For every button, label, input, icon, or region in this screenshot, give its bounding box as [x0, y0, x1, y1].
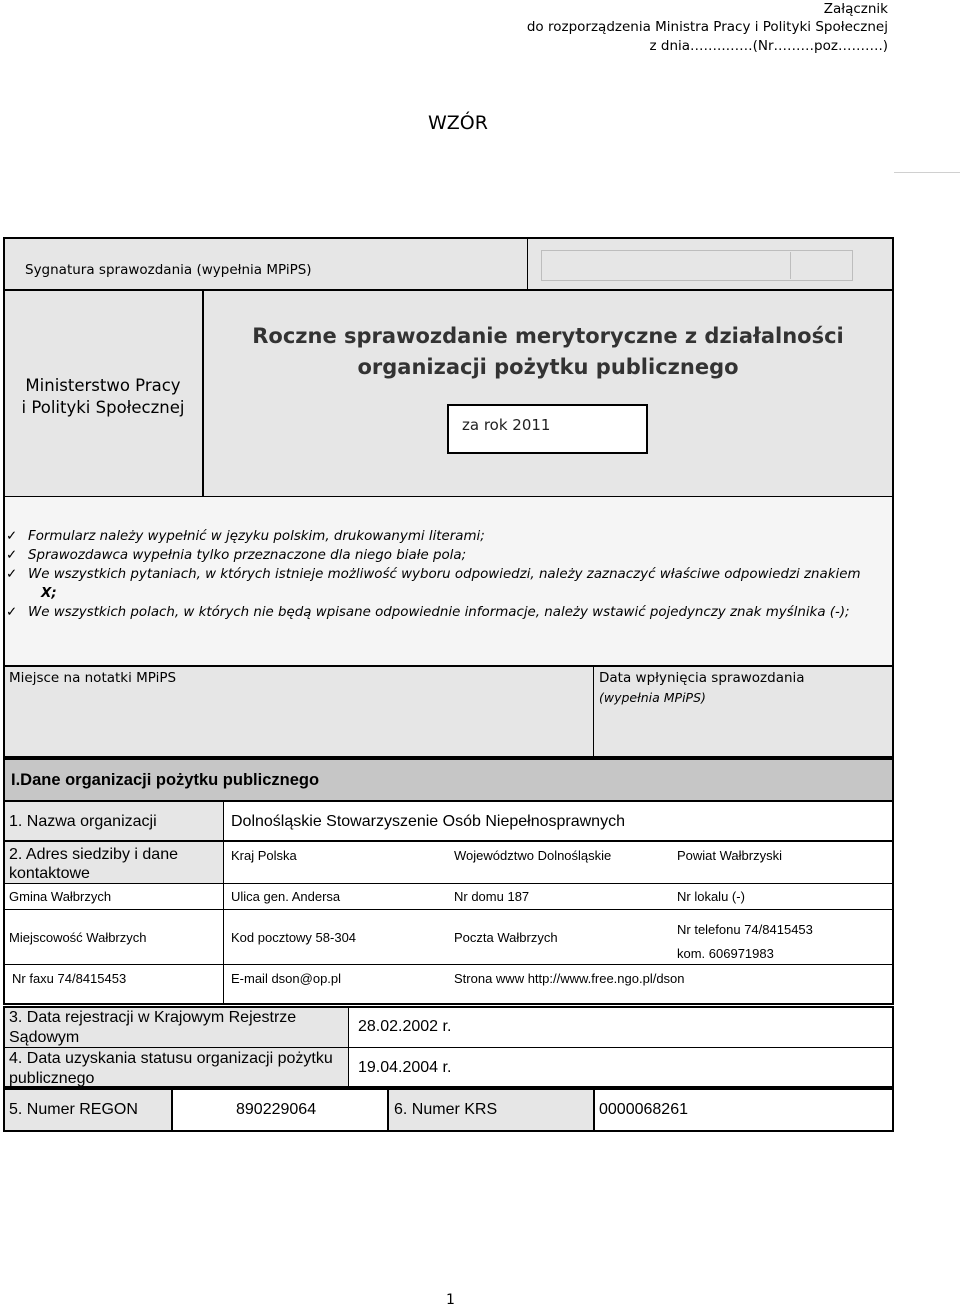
report-title-line1: Roczne sprawozdanie merytoryczne z działalności — [252, 324, 844, 348]
krs-value: 0000068261 — [599, 1101, 688, 1118]
county-value: Powiat Wałbrzyski — [677, 848, 782, 863]
ministry-line1: Ministerstwo Pracy — [25, 376, 181, 395]
regon-label: 5. Numer REGON — [9, 1101, 138, 1118]
document-title: WZÓR — [428, 112, 488, 134]
col-divider — [171, 1090, 173, 1130]
year-label: za rok 2011 — [462, 416, 551, 434]
received-label: Data wpłynięcia sprawozdania — [599, 670, 805, 686]
krs-label: 6. Numer KRS — [394, 1101, 498, 1118]
regon-value: 890229064 — [236, 1101, 317, 1118]
address-label: 2. Adres siedziby i dane kontaktowe — [9, 846, 178, 882]
email-value: E-mail dson@op.pl — [231, 971, 342, 986]
row-rule — [5, 883, 892, 884]
notes-divider — [593, 666, 594, 757]
col-divider — [593, 1090, 595, 1130]
check-icon: ✓ — [6, 605, 18, 620]
commune-value: Gmina Wałbrzych — [9, 889, 112, 904]
phone-value: Nr telefonu 74/8415453 — [677, 922, 813, 937]
voivodeship-value: Województwo Dolnośląskie — [454, 848, 612, 863]
fax-value: Nr faxu 74/8415453 — [12, 971, 127, 986]
street-value: Ulica gen. Andersa — [231, 889, 341, 904]
post-office-value: Poczta Wałbrzych — [454, 930, 558, 945]
country-value: Kraj Polska — [231, 848, 297, 863]
instruction-item: ✓ We wszystkich pytaniach, w których istnieje możliwość wyboru odpowiedzi, należy zaznaczyć właściwe odpowiedzi znakiem — [6, 567, 861, 582]
header-annex: Załącznik — [823, 1, 888, 17]
org-name-label: 1. Nazwa organizacji — [9, 813, 157, 830]
house-number-value: Nr domu 187 — [454, 889, 530, 904]
page-number: 1 — [446, 1292, 455, 1308]
section-title: I.Dane organizacji pożytku publicznego — [11, 771, 320, 789]
signature-field-divider — [790, 252, 791, 279]
check-icon: ✓ — [6, 529, 18, 544]
check-icon: ✓ — [6, 548, 18, 563]
notes-label: Miejsce na notatki MPiPS — [9, 670, 177, 686]
flat-number-value: Nr lokalu (-) — [677, 889, 745, 904]
ministry-name — [5, 375, 201, 419]
signature-label: Sygnatura sprawozdania (wypełnia MPiPS) — [25, 262, 312, 278]
signature-divider — [527, 238, 528, 290]
check-icon: ✓ — [6, 567, 18, 582]
row-rule — [5, 964, 892, 965]
col-divider — [223, 842, 224, 1003]
instruction-item: ✓ Formularz należy wypełnić w języku polskim, drukowanymi literami; — [6, 529, 485, 544]
col-divider — [387, 1090, 389, 1130]
section-title-bar — [3, 758, 894, 802]
phone-ext-value: kom. 606971983 — [677, 946, 774, 961]
report-title — [204, 321, 892, 383]
status-date-value: 19.04.2004 r. — [358, 1059, 452, 1076]
registration-date-label: 3. Data rejestracji w Krajowym Rejestrze Sądowym — [9, 1009, 297, 1046]
registration-date-value: 28.02.2002 r. — [358, 1018, 452, 1035]
postal-code-value: Kod pocztowy 58-304 — [231, 930, 357, 945]
col-divider — [223, 802, 224, 840]
header-date: z dnia……..……(Nr………poz……….) — [649, 38, 888, 54]
instruction-item: X; — [41, 586, 57, 601]
status-date-label: 4. Data uzyskania statusu organizacji pożytku publicznego — [9, 1050, 333, 1087]
corner-rule — [894, 172, 960, 173]
org-name-value: Dolnośląskie Stowarzyszenie Osób Niepełnosprawnych — [231, 813, 625, 830]
header-regulation: do rozporządzenia Ministra Pracy i Polityki Społecznej — [526, 19, 888, 35]
report-title-line2: organizacji pożytku publicznego — [357, 355, 739, 379]
city-value: Miejscowość Wałbrzych — [9, 930, 147, 945]
instructions-list — [6, 527, 891, 622]
website-value: Strona www http://www.free.ngo.pl/dson — [454, 971, 685, 986]
row-rule — [5, 909, 892, 910]
ministry-line2: i Polityki Społecznej — [21, 398, 185, 417]
instruction-item: ✓ Sprawozdawca wypełnia tylko przeznaczone dla niego białe pola; — [6, 548, 467, 563]
received-sublabel: (wypełnia MPiPS) — [599, 690, 706, 705]
instruction-item: ✓ We wszystkich polach, w których nie będą wpisane odpowiednie informacje, należy wstawić pojedynczy znak myślnika (-); — [6, 605, 850, 620]
header-rule — [4, 289, 892, 291]
year-box — [447, 404, 648, 454]
signature-field — [541, 250, 853, 281]
